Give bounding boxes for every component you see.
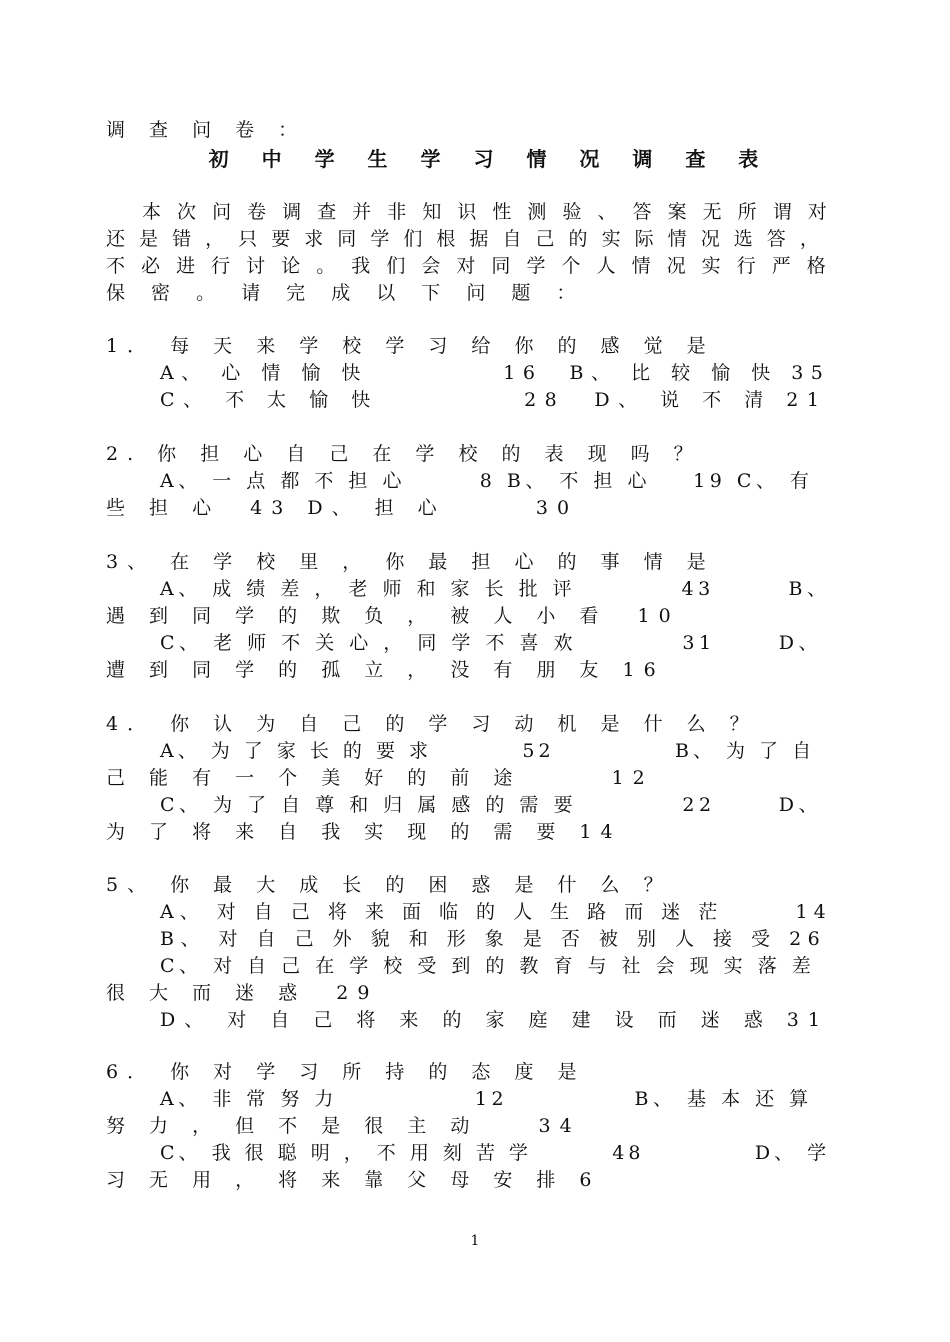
answer-line: D、 对 自 己 将 来 的 家 庭 建 设 而 迷 惑 31 [160, 1009, 829, 1031]
answer-line: 遇 到 同 学 的 欺 负 ， 被 人 小 看 10 [106, 605, 680, 627]
page-number: 1 [470, 1233, 480, 1249]
answer-line: 些 担 心 43 D、 担 心 30 [106, 497, 579, 519]
question-2: 2. 你 担 心 自 己 在 学 校 的 表 现 吗 ？ [106, 443, 702, 465]
question-1: 1． 每 天 来 学 校 学 习 给 你 的 感 觉 是 [106, 335, 715, 357]
answer-line: C、 老 师 不 关 心 ， 同 学 不 喜 欢 31 D、 [160, 632, 823, 654]
answer-line: C、 为 了 自 尊 和 归 属 感 的 需 要 22 D、 [160, 794, 823, 816]
answer-line: A、 为 了 家 长 的 要 求 52 B、 为 了 自 [160, 740, 816, 762]
answer-line: 习 无 用 ， 将 来 靠 父 母 安 排 6 [106, 1169, 601, 1191]
answer-line: C、 我 很 聪 明 ， 不 用 刻 苦 学 48 D、 学 [160, 1142, 831, 1164]
answer-line: C、 不 太 愉 快 28 D、 说 不 清 21 [160, 389, 828, 411]
intro-line: 还 是 错 ， 只 要 求 同 学 们 根 据 自 己 的 实 际 情 况 选 答 ， [106, 228, 823, 250]
intro-line: 本 次 问 卷 调 查 并 非 知 识 性 测 验 、 答 案 无 所 谓 对 [142, 201, 832, 223]
intro-line: 保 密 。 请 完 成 以 下 问 题 ： [106, 282, 586, 304]
answer-line: A、 心 情 愉 快 16 B、 比 较 愉 快 35 [160, 362, 831, 384]
answer-line: 遭 到 同 学 的 孤 立 ， 没 有 朋 友 16 [106, 659, 665, 681]
answer-line: 己 能 有 一 个 美 好 的 前 途 12 [106, 767, 654, 789]
question-6: 6． 你 对 学 习 所 持 的 态 度 是 [106, 1061, 586, 1083]
header-label: 调 查 问 卷 ： [106, 119, 307, 141]
question-3: 3、 在 学 校 里 ， 你 最 担 心 的 事 情 是 [106, 551, 715, 573]
answer-line: A、 成 绩 差 ， 老 师 和 家 长 批 评 43 B、 [160, 578, 831, 600]
answer-line: 努 力 ， 但 不 是 很 主 动 34 [106, 1115, 581, 1137]
answer-line: A、 对 自 己 将 来 面 临 的 人 生 路 而 迷 茫 14 [160, 901, 832, 923]
answer-line: A、 非 常 努 力 12 B、 基 本 还 算 [160, 1088, 813, 1110]
answer-line: C、 对 自 己 在 学 校 受 到 的 教 育 与 社 会 现 实 落 差 [160, 955, 816, 977]
answer-line: A、 一 点 都 不 担 心 8 B、 不 担 心 19 C、 有 [160, 470, 814, 492]
answer-line: 很 大 而 迷 惑 29 [106, 982, 379, 1004]
answer-line: B、 对 自 己 外 貌 和 形 象 是 否 被 别 人 接 受 26 [160, 928, 827, 950]
intro-line: 不 必 进 行 讨 论 。 我 们 会 对 同 学 个 人 情 况 实 行 严 格 [106, 255, 831, 277]
page-title: 初 中 学 生 学 习 情 况 调 查 表 [208, 147, 772, 171]
question-4: 4． 你 认 为 自 己 的 学 习 动 机 是 什 么 ？ [106, 713, 758, 735]
answer-line: 为 了 将 来 自 我 实 现 的 需 要 14 [106, 821, 622, 843]
question-5: 5、 你 最 大 成 长 的 困 惑 是 什 么 ？ [106, 874, 672, 896]
